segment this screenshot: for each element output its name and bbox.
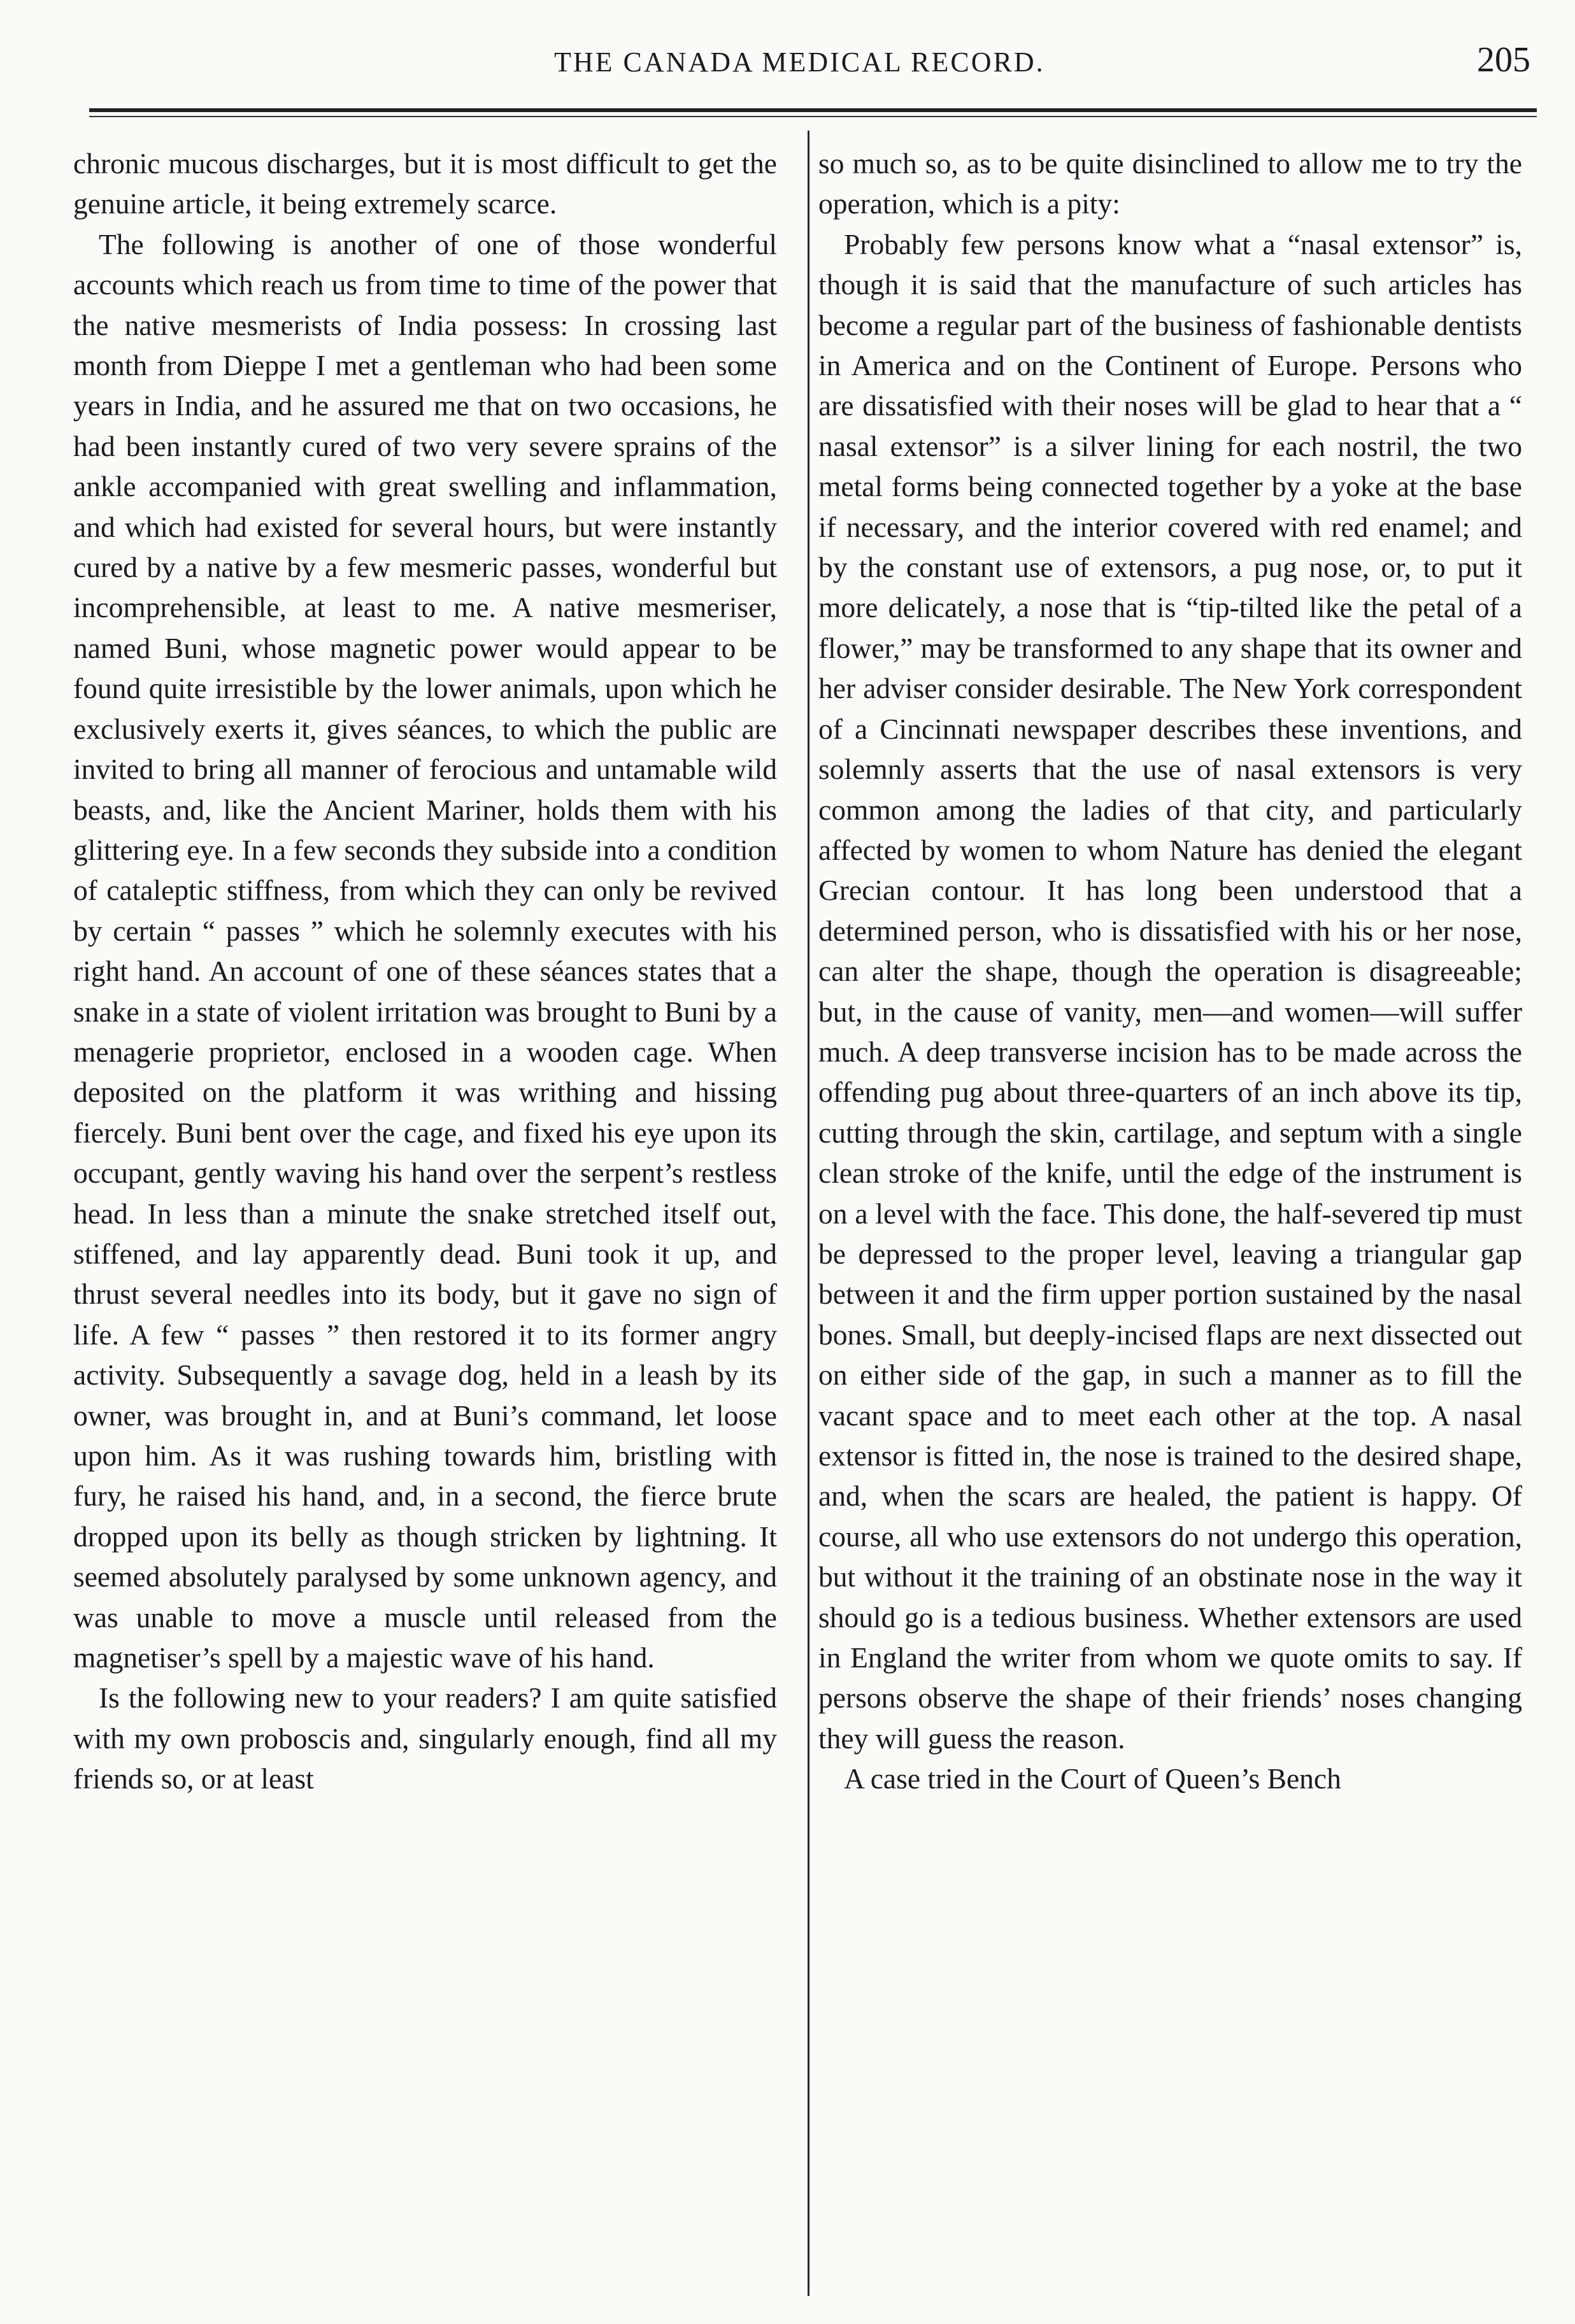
right-paragraph-nasal-extensor: Probably few persons know what a “nasal extensor” is, though it is said that the manufacture of such articles has become a regular part of the business of fashionable dentists in America and on the Continent of Europe. Persons who are dissatisfied with their noses will be glad to hear that a “ nasal extensor” is a silver lining for each nostril, the two metal forms being connected together by a yoke at the base if necessary, and the interior covered with red enamel; and by the constant use of extensors, a pug nose, or, to put it more delicately, a nose that is “tip-tilted like the petal of a flower,” may be transformed to any shape that its owner and her adviser consider desirable. The New York correspondent of a Cincinnati newspaper describes these inventions, and solemnly asserts that the use of nasal extensors is very common among the ladies of that city, and particularly affected by women to whom Nature has denied the elegant Grecian contour. It has long been understood that a determined person, who is dissatisfied with his or her nose, can alter the shape, though the operation is disagreeable; but, in the cause of vanity, men—and women—will suffer much. A deep transverse incision has to be made across the offending pug about three-quarters of an inch above its tip, cutting through the skin, cartilage, and septum with a single clean stroke of the knife, until the edge of the instrument is on a level with the face. This done, the half-severed tip must be depressed to the proper level, leaving a triangular gap between it and the firm upper portion sustained by the nasal bones. Small, but deeply-incised flaps are next dissected out on either side of the gap, in such a manner as to fill the vacant space and to meet each other at the top. A nasal extensor is fitted in, the nose is trained to the desired shape, and, when the scars are healed, the patient is happy. Of course, all who use extensors do not undergo this operation, but without it the training of an obstinate nose in the way it should go is a tedious business. Whether extensors are used in England the writer from whom we quote omits to say. If persons observe the shape of their friends’ noses changing they will guess the reason. (818, 227, 1522, 1755)
header-rule-thin (89, 116, 1537, 117)
left-paragraph-mesmerist: The following is another of one of those wonderful accounts which reach us from time to time of the power that the native mesmerists of India possess: In crossing last month from Dieppe I met a gentleman who had been some years in India, and he assured me that on two occasions, he had been instantly cured of two very severe sprains of the ankle accompanied with great swelling and inflammation, and which had existed for several hours, but were instantly cured by a native by a few mesmeric passes, wonderful but incomprehensible, at least to me. A native mesmeriser, named Buni, whose magnetic power would appear to be found quite irresistible by the lower animals, upon which he exclusively exerts it, gives séances, to which the public are invited to bring all manner of ferocious and untamable wild beasts, and, like the Ancient Mariner, holds them with his glittering eye. In a few seconds they subside into a condition of cataleptic stiffness, from which they can only be revived by certain “ passes ” which he solemnly executes with his right hand. An account of one of these séances states that a snake in a state of violent irritation was brought to Buni by a menagerie proprietor, enclosed in a wooden cage. When deposited on the platform it was writhing and hissing fiercely. Buni bent over the cage, and fixed his eye upon its occupant, gently waving his hand over the serpent’s restless head. In less than a minute the snake stretched itself out, stiffened, and lay apparently dead. Buni took it up, and thrust several needles into its body, but it gave no sign of life. A few “ passes ” then restored it to its former angry activity. Subsequently a savage dog, held in a leash by its owner, was brought in, and at Buni’s command, let loose upon him. As it was rushing towards him, bristling with fury, he raised his hand, and, in a second, the fierce brute dropped upon its belly as though stricken by lightning. It seemed absolutely paralysed by some unknown agency, and was unable to move a muscle until released from the magnetiser’s spell by a majestic wave of his hand. (73, 227, 777, 1674)
right-paragraph-court-case: A case tried in the Court of Queen’s Bench (844, 1762, 1341, 1795)
right-paragraph-continued: so much so, as to be quite disinclined to allow me to try the operation, which is a pity: (818, 147, 1522, 220)
page-header (0, 32, 1575, 96)
left-column (73, 143, 777, 1799)
column-divider (808, 131, 809, 2296)
left-paragraph-continued: chronic mucous discharges, but it is most difficult to get the genuine article, it being extremely scarce. (73, 147, 777, 220)
right-column (818, 143, 1522, 1799)
page-number: 205 (1477, 40, 1530, 80)
header-rule-thick (89, 108, 1537, 112)
running-title: THE CANADA MEDICAL RECORD. (554, 46, 1045, 78)
left-paragraph-proboscis: Is the following new to your readers? I am quite satisfied with my own proboscis and, singularly enough, find all my friends so, or at least (73, 1681, 777, 1795)
